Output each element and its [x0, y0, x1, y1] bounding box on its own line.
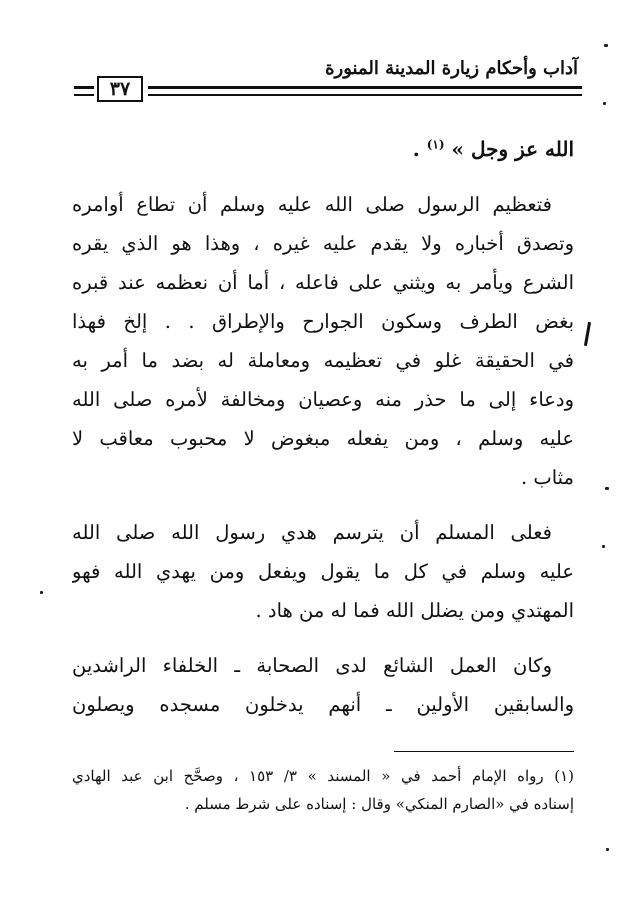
scan-speck [602, 545, 605, 548]
text-line: فتعظيم الرسول صلى الله عليه وسلم أن تطاع أوامره [72, 193, 552, 216]
margin-mark [584, 322, 591, 346]
text-line: عليه وسلم في كل ما يقول ويفعل ومن يهدي الله فهو [72, 560, 574, 583]
header-rule-thin [148, 94, 582, 96]
header-rule-thick [148, 86, 582, 89]
footnote-line: (١) رواه الإمام أحمد في « المسند » ٣/ ١٥٣ ، وصحَّح ابن عبد الهادي [72, 767, 574, 785]
header-ornament-bottom [74, 94, 94, 96]
text-line: وكان العمل الشائع لدى الصحابة ـ الخلفاء الراشدين [72, 654, 552, 677]
scan-speck [40, 591, 43, 594]
footnote-ref: (١) [426, 137, 445, 152]
main-text [72, 130, 574, 724]
text-line: عليه وسلم ، ومن يفعله مبغوض لا محبوب معاقب لا [72, 427, 574, 450]
text-line: المهتدي ومن يضلل الله فما له من هاد . [255, 599, 574, 622]
footnotes [72, 762, 574, 818]
scan-speck [606, 848, 609, 851]
footnote-separator [394, 751, 574, 752]
text-line: والسابقين الأولين ـ أنهم يدخلون مسجده ويصلون [72, 693, 574, 716]
page-number: ٣٧ [97, 76, 143, 102]
text-line: الشرع ويأمر به ويثني على فاعله ، أما أن نعظمه عند قبره [72, 271, 574, 294]
paragraph-2 [72, 513, 574, 630]
scan-speck [604, 44, 608, 47]
text-line: ودعاء إلى ما حذر منه وعصيان ومخالفة لأمره صلى الله [72, 388, 574, 411]
text-line: في الحقيقة غلو في تعظيمه ومعاملة له بضد ما أمر به [72, 349, 574, 372]
header-ornament-top [74, 86, 94, 89]
text-line: وتصدق أخباره ولا يقدم عليه غيره ، وهذا هو الذي يقره [72, 232, 574, 255]
running-header-title: آداب وأحكام زيارة المدينة المنورة [325, 58, 578, 79]
footnote-line: إسناده في «الصارم المنكي» وقال : إسناده على شرط مسلم . [184, 795, 574, 813]
text-line: مثاب . [520, 466, 574, 489]
continuation-line [72, 130, 574, 169]
paragraph-3 [72, 646, 574, 724]
text-line: فعلى المسلم أن يترسم هدي رسول الله صلى الله [72, 521, 552, 544]
continuation-text: الله عز وجل » [444, 137, 574, 161]
continuation-end: . [412, 137, 427, 161]
scan-speck [603, 102, 606, 105]
scan-speck [605, 487, 609, 490]
paragraph-1 [72, 185, 574, 497]
text-line: بغض الطرف وسكون الجوارح والإطراق . . إلخ فهذا [72, 310, 574, 333]
